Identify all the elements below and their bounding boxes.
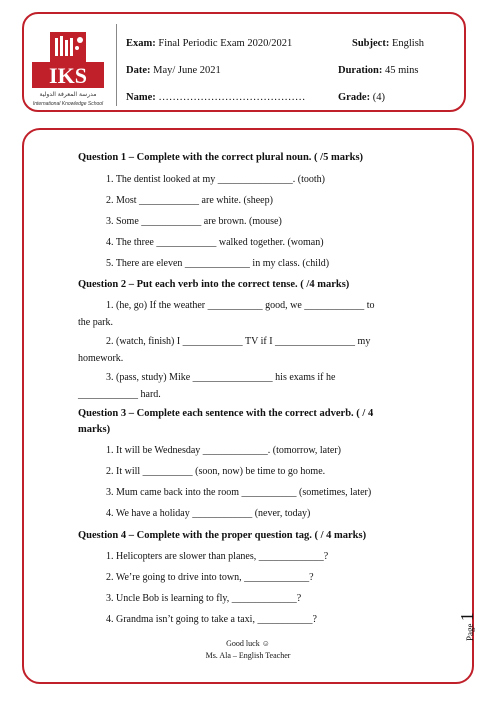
header-divider — [116, 24, 117, 106]
q4-item-4: 4. Grandma isn’t going to take a taxi, ___________? — [106, 614, 317, 625]
q2-item-1-cont: the park. — [78, 317, 113, 328]
q2-item-3: 3. (pass, study) Mike ________________ his exams if he — [106, 372, 336, 383]
q3-item-1: 1. It will be Wednesday _____________. (tomorrow, later) — [106, 445, 341, 456]
q3-item-3: 3. Mum came back into the room ___________ (sometimes, later) — [106, 487, 372, 498]
q1-item-1: 1. The dentist looked at my _______________. (tooth) — [106, 174, 325, 185]
grade-value: (4) — [372, 92, 385, 103]
duration-line — [338, 65, 419, 76]
page-number — [457, 607, 481, 641]
q4-item-3: 3. Uncle Bob is learning to fly, _____________? — [106, 593, 302, 604]
name-line — [126, 92, 305, 103]
q2-item-2: 2. (watch, finish) I ____________ TV if I ________________ my — [106, 336, 371, 347]
name-label: Name: — [126, 92, 156, 103]
q3-title-cont: marks) — [78, 424, 111, 435]
subject-line — [352, 38, 424, 49]
grade-label: Grade: — [338, 92, 371, 103]
grade-line — [338, 92, 385, 103]
q1-item-2: 2. Most ____________ are white. (sheep) — [106, 195, 273, 206]
q1-title: Question 1 – Complete with the correct plural noun. ( /5 marks) — [78, 152, 364, 163]
logo-arabic-text: مدرسة المعرفة الدولية — [39, 91, 97, 98]
q3-item-2: 2. It will __________ (soon, now) be time to go home. — [106, 466, 326, 477]
q4-item-2: 2. We’re going to drive into town, _____________? — [106, 572, 314, 583]
q2-item-1: 1. (he, go) If the weather ___________ good, we ____________ to — [106, 300, 375, 311]
exam-value: Final Periodic Exam 2020/2021 — [158, 38, 293, 49]
exam-line — [126, 38, 292, 49]
logo-english-text: International Knowledge School — [32, 101, 104, 107]
q3-title: Question 3 – Complete each sentence with the correct adverb. ( / 4 — [78, 408, 374, 419]
q4-title: Question 4 – Complete with the proper question tag. ( / 4 marks) — [78, 530, 367, 541]
good-luck-text: Good luck ☺ — [226, 639, 270, 648]
q2-item-3-cont: ____________ hard. — [78, 389, 161, 400]
page-number-value: 1 — [457, 612, 477, 622]
q2-item-2-cont: homework. — [78, 353, 124, 364]
logo-graphic — [30, 30, 110, 110]
page-label: Page — [465, 623, 475, 641]
duration-label: Duration: — [338, 65, 383, 76]
date-label: Date: — [126, 65, 151, 76]
q1-item-4: 4. The three ____________ walked together. (woman) — [106, 237, 324, 248]
logo-iks-text: IKS — [49, 63, 87, 88]
q4-item-1: 1. Helicopters are slower than planes, _____________? — [106, 551, 329, 562]
subject-label: Subject: — [352, 38, 390, 49]
q2-title: Question 2 – Put each verb into the correct tense. ( /4 marks) — [78, 279, 350, 290]
date-value: May/ June 2021 — [153, 65, 221, 76]
school-logo — [30, 30, 110, 110]
subject-value: English — [391, 38, 425, 49]
q1-item-3: 3. Some ____________ are brown. (mouse) — [106, 216, 282, 227]
q3-item-4: 4. We have a holiday ____________ (never, today) — [106, 508, 311, 519]
teacher-name: Ms. Ala – English Teacher — [205, 651, 291, 660]
q1-item-5: 5. There are eleven _____________ in my class. (child) — [106, 258, 330, 269]
name-field[interactable]: …………………………………… — [158, 92, 306, 103]
date-line — [126, 65, 221, 76]
exam-label: Exam: — [126, 38, 156, 49]
duration-value: 45 mins — [384, 65, 419, 76]
